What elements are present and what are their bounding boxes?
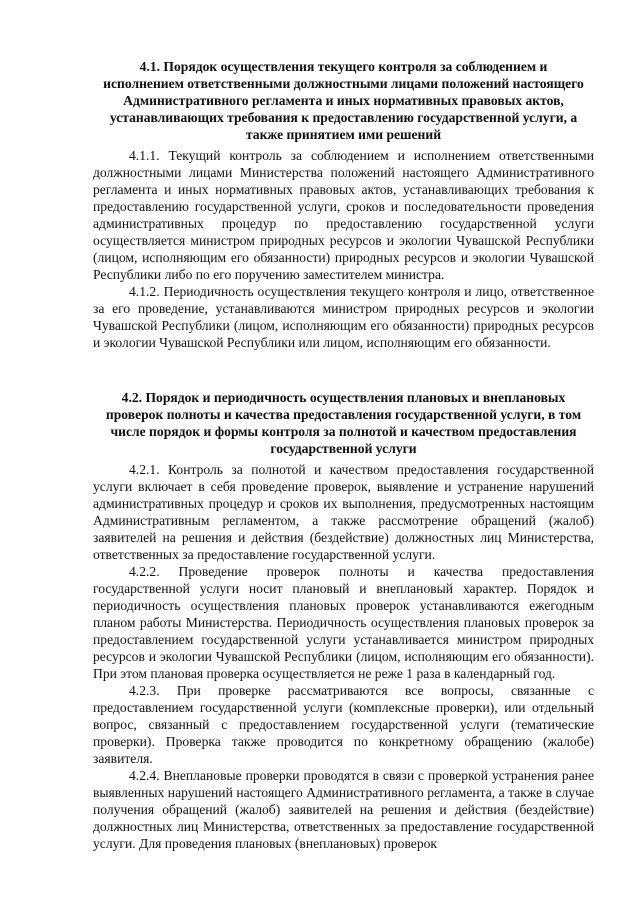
heading-line: проверок полноты и качества предоставления государственной услуги, в том xyxy=(105,407,582,422)
paragraph-4-2-4: 4.2.4. Внеплановые проверки проводятся в связи с проверкой устранения ранее выявленных нарушений настоящего Административного регламента, а также в случае получения обращений (жалоб) заявителей на решения и действия (бездействие) должностных лиц Министерства, ответственных за предоставление государственной услуги. Для проведения плановых (внеплановых) проверок xyxy=(93,768,594,851)
heading-line: числе порядок и формы контроля за полнотой и качеством предоставления xyxy=(110,424,577,439)
heading-line: 4.2. Порядок и периодичность осуществления плановых и внеплановых xyxy=(121,390,566,405)
heading-line: устанавливающих требования к предоставлению государственной услуги, а xyxy=(109,110,578,125)
paragraph-4-2-3: 4.2.3. При проверке рассматриваются все вопросы, связанные с предоставлением государственной услуги (комплексные проверки), или отдельный вопрос, связанный с предоставлением государственной услуги (тематические проверки). Проверка также проводится по конкретному обращению (жалобе) заявителя. xyxy=(93,683,594,766)
heading-line: государственной услуги xyxy=(270,441,417,456)
paragraph-4-1-2: 4.1.2. Периодичность осуществления текущего контроля и лицо, ответственное за его проведение, устанавливаются министром природных ресурсов и экологии Чувашской Республики (лицом, исполняющим его обязанности) природных ресурсов и экологии Чувашской Республики или лицом, исполняющим его обязанности. xyxy=(93,284,594,350)
paragraph-4-2-2: 4.2.2. Проведение проверок полноты и качества предоставления государственной услуги носит плановый и внеплановый характер. Порядок и периодичность осуществления плановых проверок устанавливаются ежегодным планом работы Министерства. Периодичность осуществления плановых проверок за предоставлением государственной услуги устанавливается министром природных ресурсов и экологии Чувашской Республики (лицом, исполняющим его обязанности). При этом плановая проверка осуществляется не реже 1 раза в календарный год. xyxy=(93,564,594,681)
heading-line: также принятием ими решений xyxy=(245,127,442,142)
heading-line: Административного регламента и иных нормативных правовых актов, xyxy=(123,93,564,108)
section-spacer xyxy=(93,351,594,389)
heading-line: 4.1. Порядок осуществления текущего контроля за соблюдением и xyxy=(139,59,548,74)
section-heading-4-2 xyxy=(93,389,594,457)
section-heading-4-1 xyxy=(93,58,594,143)
paragraph-4-2-1: 4.2.1. Контроль за полнотой и качеством предоставления государственной услуги включает в себя проведение проверок, выявление и устранение нарушений административных процедур и сроков их выполнения, предусмотренных настоящим Административным регламентом, а также рассмотрение обращений (жалоб) заявителей на решения и действия (бездействие) должностных лиц Министерства, ответственных за предоставление государственной услуги. xyxy=(93,462,594,562)
heading-line: исполнением ответственными должностными лицами положений настоящего xyxy=(103,76,584,91)
paragraph-4-1-1: 4.1.1. Текущий контроль за соблюдением и исполнением ответственными должностными лицами Министерства положений настоящего Административного регламента и иных нормативных правовых актов, устанавливающих требования к предоставлению государственной услуги, сроков и последовательности проведения административных процедур по предоставлению государственной услуги осуществляется министром природных ресурсов и экологии Чувашской Республики (лицом, исполняющим его обязанности) природных ресурсов и экологии Чувашской Республики либо по его поручению заместителем министра. xyxy=(93,148,594,282)
